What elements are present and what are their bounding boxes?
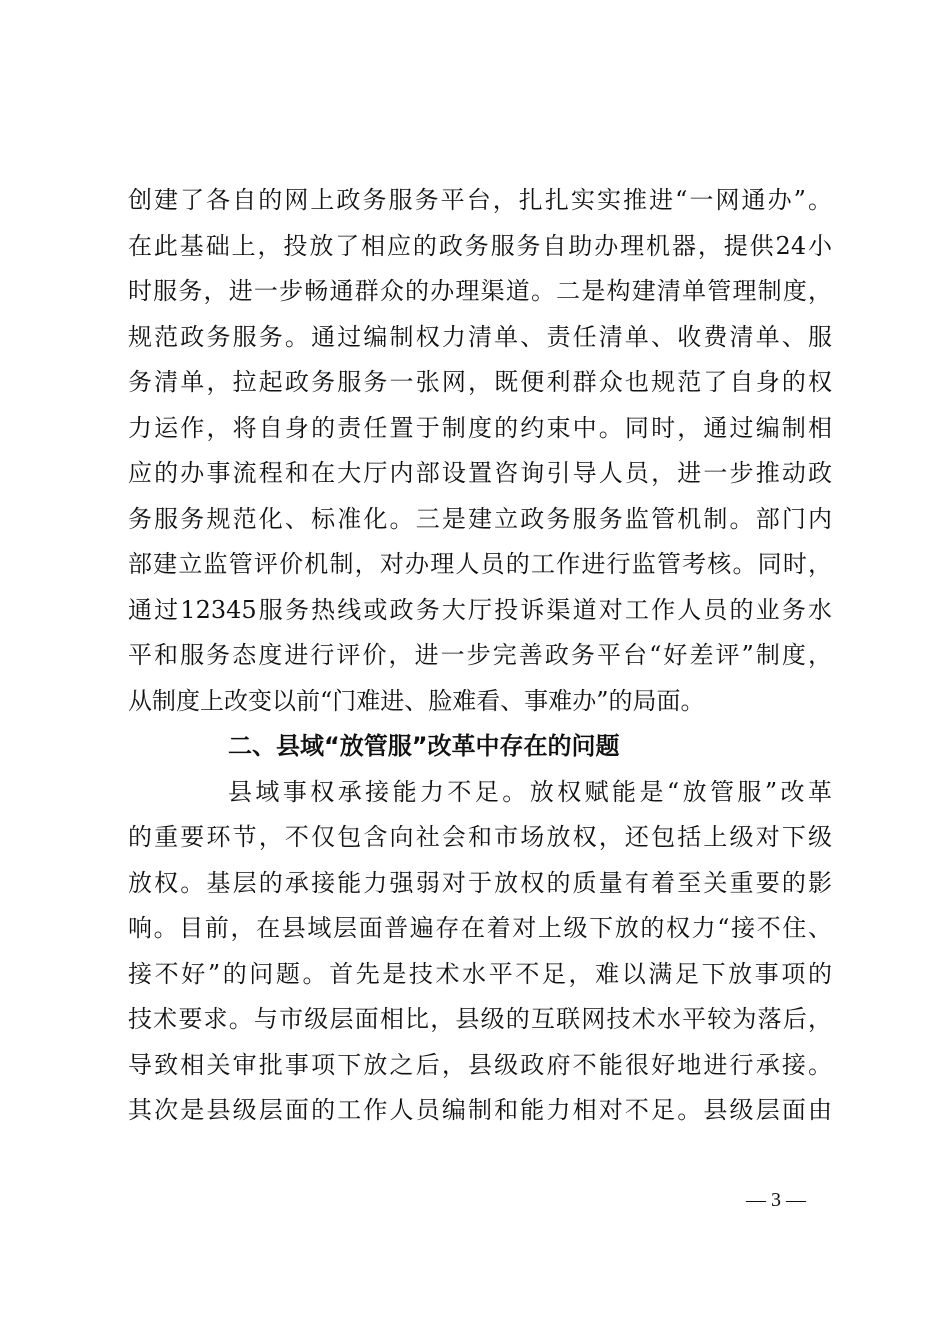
- text-line: 创建了各自的网上政务服务平台，扎扎实实推进“一网通办”。: [128, 186, 832, 214]
- text-line: 在此基础上，投放了相应的政务服务自助办理机器，提供24小: [128, 231, 832, 260]
- text-line: 力运作，将自身的责任置于制度的约束中。同时，通过编制相: [128, 413, 832, 442]
- text-line: 的重要环节，不仅包含向社会和市场放权，还包括上级对下级: [128, 823, 832, 851]
- text-line: 放权。基层的承接能力强弱对于放权的质量有着至关重要的影: [128, 868, 832, 897]
- text-line: 时服务，进一步畅通群众的办理渠道。二是构建清单管理制度，: [128, 277, 832, 305]
- text-line: 应的办事流程和在大厅内部设置咨询引导人员，进一步推动政: [128, 459, 832, 487]
- text-line: 县域事权承接能力不足。放权赋能是“放管服”改革: [228, 777, 832, 806]
- text-line: 务服务规范化、标准化。三是建立政务服务监管机制。部门内: [128, 504, 832, 533]
- text-line: 其次是县级层面的工作人员编制和能力相对不足。县级层面由: [128, 1096, 832, 1124]
- text-line: 导致相关审批事项下放之后，县级政府不能很好地进行承接。: [128, 1050, 832, 1079]
- text-line: 务清单，拉起政务服务一张网，既便利群众也规范了自身的权: [128, 368, 832, 396]
- page-number: — 3 —: [746, 1189, 806, 1211]
- section-heading: 二、县域“放管服”改革中存在的问题: [228, 732, 620, 760]
- text-line: 从制度上改变以前“门难进、脸难看、事难办”的局面。: [128, 686, 705, 715]
- text-line: 通过12345服务热线或政务大厅投诉渠道对工作人员的业务水: [128, 595, 832, 624]
- text-line: 平和服务态度进行评价，进一步完善政务平台“好差评”制度，: [128, 641, 832, 669]
- text-line: 响。目前，在县域层面普遍存在着对上级下放的权力“接不住、: [128, 914, 832, 942]
- text-line: 技术要求。与市级层面相比，县级的互联网技术水平较为落后，: [128, 1005, 832, 1033]
- document-body: [128, 178, 832, 1134]
- text-line: 部建立监管评价机制，对办理人员的工作进行监管考核。同时，: [128, 550, 832, 578]
- text-line: 接不好”的问题。首先是技术水平不足，难以满足下放事项的: [128, 959, 832, 988]
- text-line: 规范政务服务。通过编制权力清单、责任清单、收费清单、服: [128, 322, 832, 351]
